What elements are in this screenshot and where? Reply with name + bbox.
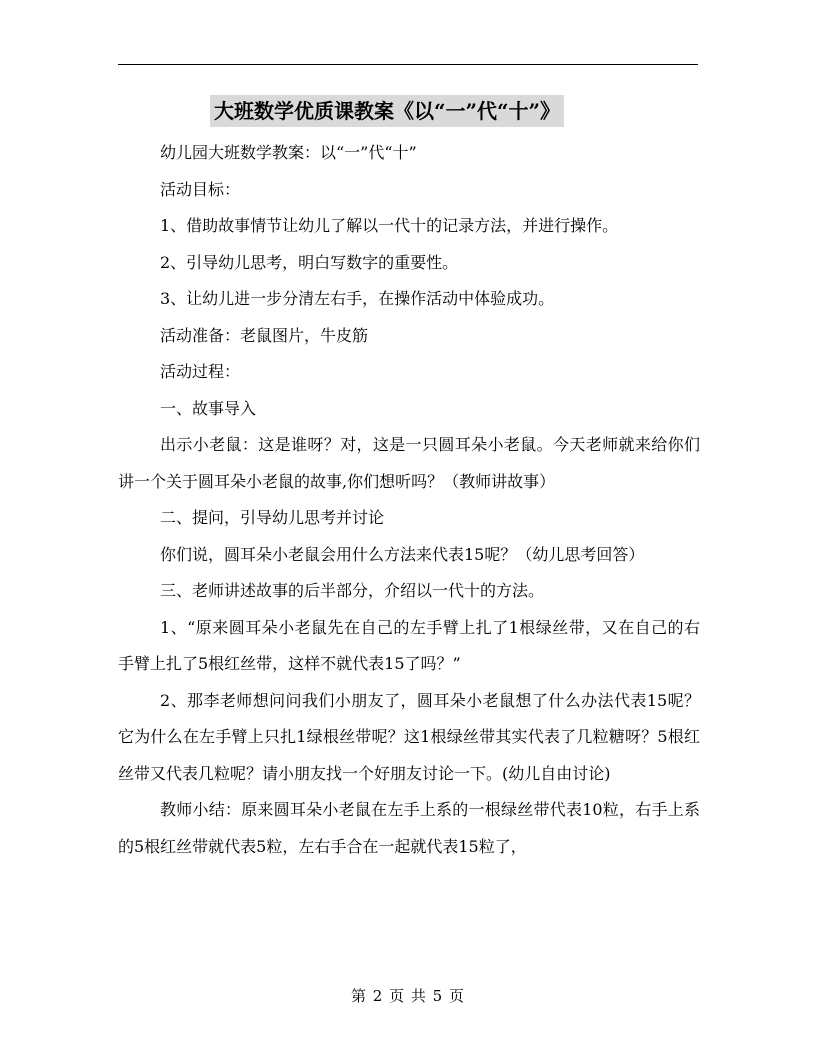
paragraph: 1、“原来圆耳朵小老鼠先在自己的左手臂上扎了1根绿丝带，又在自己的右手臂上扎了5根红丝带，这样不就代表15了吗？” bbox=[118, 617, 700, 673]
paragraph: 幼儿园大班数学教案：以“一”代“十” bbox=[160, 143, 417, 162]
paragraph: 二、提问，引导幼儿思考并讨论 bbox=[160, 508, 385, 527]
document-body bbox=[118, 135, 700, 865]
paragraph: 出示小老鼠：这是谁呀？对，这是一只圆耳朵小老鼠。今天老师就来给你们讲一个关于圆耳朵小老鼠的故事,你们想听吗？（教师讲故事） bbox=[118, 435, 700, 491]
paragraph: 活动目标： bbox=[160, 179, 241, 199]
paragraph: 活动过程： bbox=[160, 362, 241, 381]
paragraph: 三、老师讲述故事的后半部分，介绍以一代十的方法。 bbox=[160, 581, 545, 600]
paragraph: 一、故事导入 bbox=[160, 398, 257, 418]
page-number-footer: 第 2 页 共 5 页 bbox=[351, 987, 465, 1005]
paragraph: 教师小结：原来圆耳朵小老鼠在左手上系的一根绿丝带代表10粒，右手上系的5根红丝带就代表5粒，左右手合在一起就代表15粒了， bbox=[118, 800, 700, 856]
paragraph: 1、借助故事情节让幼儿了解以一代十的记录方法，并进行操作。 bbox=[160, 216, 619, 235]
paragraph: 3、让幼儿进一步分清左右手，在操作活动中体验成功。 bbox=[160, 289, 555, 308]
document-title: 大班数学优质课教案《以“一”代“十”》 bbox=[210, 95, 564, 127]
paragraph: 你们说，圆耳朵小老鼠会用什么方法来代表15呢？（幼儿思考回答） bbox=[160, 544, 645, 564]
paragraph: 活动准备：老鼠图片，牛皮筋 bbox=[160, 325, 369, 345]
paragraph: 2、引导幼儿思考，明白写数字的重要性。 bbox=[160, 252, 459, 272]
paragraph: 2、那李老师想问问我们小朋友了，圆耳朵小老鼠想了什么办法代表15呢？它为什么在左手臂上只扎1绿根丝带呢？这1根绿丝带其实代表了几粒糖呀？5根红丝带又代表几粒呢？请小朋友找一个好朋友讨论一下。(幼儿自由讨论) bbox=[118, 690, 700, 783]
header-rule bbox=[118, 64, 698, 65]
